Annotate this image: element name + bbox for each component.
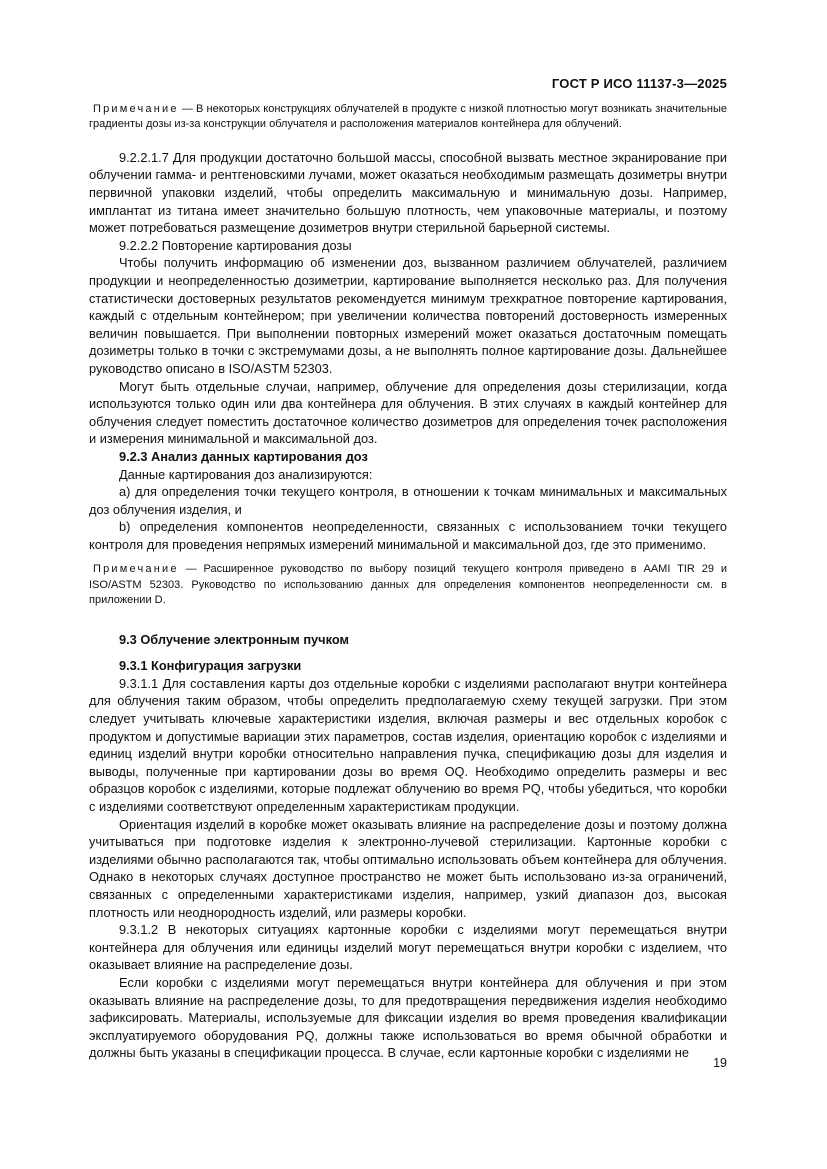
section-heading-9-3: 9.3 Облучение электронным пучком xyxy=(119,631,349,647)
page-number: 19 xyxy=(713,1056,727,1070)
paragraph-dose-repeat: Чтобы получить информацию об изменении доз, вызванном различием облучателей, различием продукции и неопределенностью дозиметрии, картирование выполняется несколько раз. Для получения статистически достоверных результатов рекомендуется минимум трехкратное повторение картирования, каждый с отдельным контейнером; при увеличении количества повторений достоверность измеренных величин повышается. При выполнении повторных измерений может оказаться достаточным помещать дозиметры только в точки с экстремумами дозы, а не выполнять полное картирование дозы. Дальнейшее руководство описано в ISO/ASTM 52303. xyxy=(89,255,727,376)
note-2 xyxy=(89,562,727,608)
paragraph-analysis-intro: Данные картирования доз анализируются: xyxy=(119,466,373,482)
note-1-text: — В некоторых конструкциях облучателей в продукте с низкой плотностью могут возникать значительные градиенты дозы из-за конструкции облучателя и расположения материалов контейнера для облучений. xyxy=(89,103,727,131)
paragraph-orientation: Ориентация изделий в коробке может оказывать влияние на распределение дозы и поэтому должна учитываться при подготовке изделия к электронно-лучевой стерилизации. Картонные коробки с изделиями обычно располагаются так, чтобы оптимально использовать объем контейнера для облучения. Однако в некоторых случаях доступное пространство не может быть использовано из-за ограничений, связанных с определенными характеристиками изделия, например, узкий диапазон доз, высокая плотность или неоднородность изделий, или размеры коробки. xyxy=(89,816,727,920)
paragraph-fixation: Если коробки с изделиями могут перемещаться внутри контейнера для облучения и при этом оказывать влияние на распределение дозы, то для предотвращения передвижения изделия необходимо зафиксировать. Материалы, используемые для фиксации изделия во время проведения квалификации эксплуатируемого оборудования PQ, должны также использоваться во время обычной обработки и должны быть указаны в спецификации процесса. В случае, если картонные коробки с изделиями не xyxy=(89,974,727,1061)
note-1-label: Примечание xyxy=(93,103,179,115)
list-item-a: a) для определения точки текущего контроля, в отношении к точкам минимальных и максимальных доз облучения изделия, и xyxy=(89,484,727,517)
section-heading-9-2-3: 9.2.3 Анализ данных картирования доз xyxy=(119,448,368,464)
document-body xyxy=(89,102,727,1062)
note-2-label: Примечание xyxy=(93,563,179,576)
paragraph-9-3-1-2: 9.3.1.2 В некоторых ситуациях картонные коробки с изделиями могут перемещаться внутри контейнера для облучения или единицы изделий могут перемещаться внутри коробки с изделием, что оказывает влияние на распределение дозы. xyxy=(89,922,727,973)
paragraph-9-2-2-1-7: 9.2.2.1.7 Для продукции достаточно большой массы, способной вызвать местное экранирование при облучении гамма- и рентгеновскими лучами, может оказаться необходимым размещать дозиметры внутри первичной упаковки изделий, чтобы определить максимальную и минимальную дозы. Например, имплантат из титана имеет значительно большую плотность, чем упаковочные материалы, и поэтому может потребоваться размещение дозиметров внутри стерильной барьерной системы. xyxy=(89,149,727,236)
note-2-text: — Расширенное руководство по выбору позиций текущего контроля приведено в AAMI TIR 29 и ISO/ASTM 52303. Руководство по использованию данных для определения компонентов неопределенности см. в приложении D. xyxy=(89,563,727,607)
document-header: ГОСТ Р ИСО 11137-3—2025 xyxy=(551,76,727,91)
paragraph-special-cases: Могут быть отдельные случаи, например, облучение для определения дозы стерилизации, когда используются только один или два контейнера для облучения. В этих случаях в каждый контейнер для облучения следует поместить достаточное количество дозиметров для определения точек расположения и измерения минимальной и максимальной доз. xyxy=(89,378,727,447)
subsection-title-9-2-2-2: 9.2.2.2 Повторение картирования дозы xyxy=(119,237,352,253)
list-item-b: b) определения компонентов неопределенности, связанных с использованием точки текущего контроля для проведения непрямых измерений минимальной и максимальной доз, где это применимо. xyxy=(89,519,727,552)
section-heading-9-3-1: 9.3.1 Конфигурация загрузки xyxy=(119,658,302,674)
paragraph-9-3-1-1: 9.3.1.1 Для составления карты доз отдельные коробки с изделиями располагают внутри контейнера для облучения таким образом, чтобы определить предполагаемую схему текущей загрузки. При этом следует учитывать ключевые характеристики изделия, включая размеры и вес отдельных коробок с продуктом и допустимые вариации этих параметров, состав изделия, ориентацию коробок с изделиями и единиц изделий внутри коробки относительно направления пучка, спецификацию дозы для изделия и выводы, полученные при картировании дозы во время OQ. Необходимо определить размеры и вес образцов коробок с изделиями, которые подлежат облучению во время PQ, чтобы убедиться, что коробки с изделиями соответствуют определенным характеристикам продукции. xyxy=(89,675,727,815)
note-1 xyxy=(89,102,727,133)
